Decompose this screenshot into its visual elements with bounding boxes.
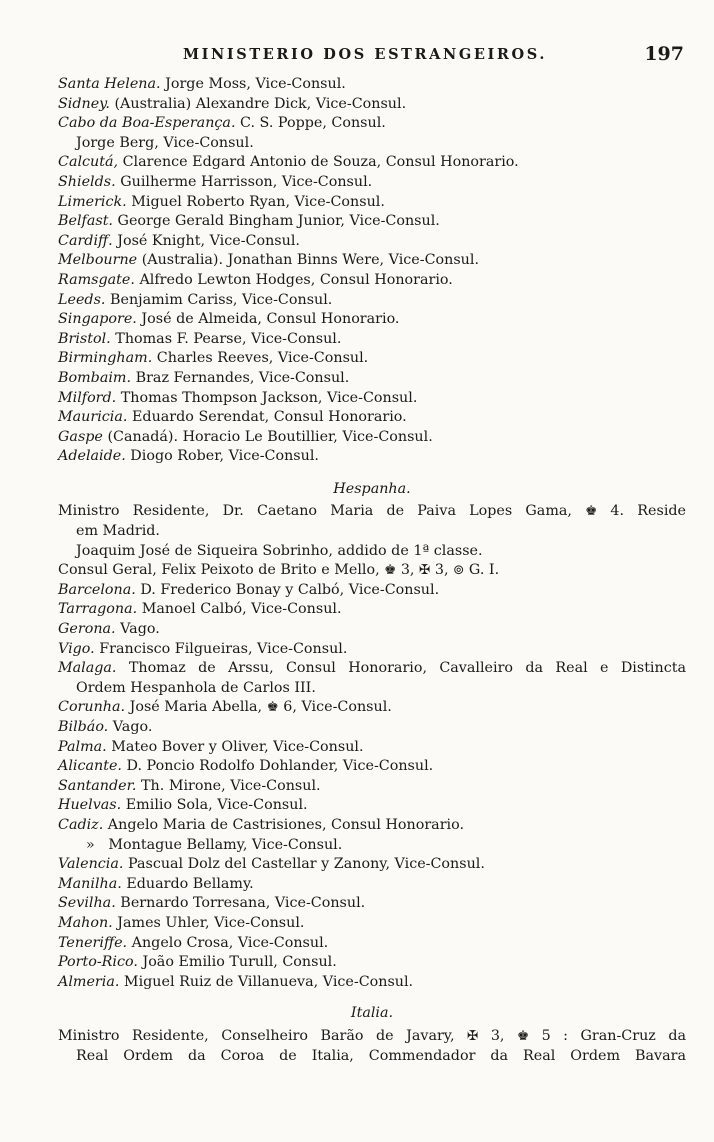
place-name: Cabo da Boa-Esperança. <box>58 115 236 132</box>
list-item <box>58 953 686 973</box>
entry-text: D. Poncio Rodolfo Dohlander, Vice-Consul. <box>121 758 434 775</box>
list-item <box>58 777 686 797</box>
minister-entry-continuation: em Madrid. <box>76 523 160 540</box>
place-name: Adelaide. <box>58 448 126 465</box>
place-name: Santander. <box>58 777 137 794</box>
list-item <box>58 330 686 350</box>
minister-entry <box>58 1027 686 1047</box>
place-name: Ramsgate. <box>58 271 135 288</box>
entry-text: Benjamim Cariss, Vice-Consul. <box>105 291 333 308</box>
list-item <box>58 659 686 679</box>
place-name: Singapore. <box>58 311 137 328</box>
entry-text: 6, Vice-Consul. <box>278 699 392 716</box>
section-heading-hespanha: Hespanha. <box>333 480 411 497</box>
list-item <box>58 894 686 914</box>
place-name: Barcelona. <box>58 581 136 598</box>
entry-text: 3, <box>430 562 454 579</box>
list-item <box>58 581 686 601</box>
place-name: Palma. <box>58 738 107 755</box>
list-item <box>58 193 686 213</box>
entry-text: Jorge Moss, Vice-Consul. <box>160 76 346 92</box>
place-name: Bombaim. <box>58 369 132 386</box>
section-heading-italia: Italia. <box>350 1005 394 1022</box>
list-item <box>58 934 686 954</box>
place-name: Melbourne <box>58 252 138 269</box>
list-item <box>58 973 686 993</box>
place-name: Shields. <box>58 173 116 190</box>
place-name: Mahon. <box>58 914 113 931</box>
place-name: Calcutá, <box>58 154 119 171</box>
entry-text: G. I. <box>464 562 500 579</box>
list-item <box>58 369 686 389</box>
place-name: Birmingham. <box>58 350 153 367</box>
list-item <box>58 212 686 232</box>
entry-text: George Gerald Bingham Junior, Vice-Consul. <box>112 213 440 230</box>
entry-text: Mateo Bover y Oliver, Vice-Consul. <box>106 738 364 755</box>
list-item <box>58 875 686 895</box>
place-name: Almeria. <box>58 973 120 990</box>
italia-section <box>58 1027 686 1066</box>
consul-general-entry <box>58 561 686 581</box>
list-item <box>58 855 686 875</box>
list-item <box>58 757 686 777</box>
entry-text: Thomas Thompson Jackson, Vice-Consul. <box>116 389 418 406</box>
entry-text: Ministro Residente, Conselheiro Barão de Javary, <box>58 1027 468 1044</box>
list-item <box>58 428 686 448</box>
entry-text: 4. Reside <box>597 503 687 520</box>
list-item <box>58 291 686 311</box>
entry-text: Guilherme Harrisson, Vice-Consul. <box>115 173 373 190</box>
entry-text: Clarence Edgard Antonio de Souza, Consul Honorario. <box>118 154 519 171</box>
order-insignia-icon: ♚ <box>384 562 397 579</box>
attache-entry: Joaquim José de Siqueira Sobrinho, addido de 1ª classe. <box>76 542 483 559</box>
place-name: Vigo. <box>58 640 95 657</box>
place-name: Manilha. <box>58 875 122 892</box>
list-item <box>58 114 686 134</box>
list-item <box>58 796 686 816</box>
hespanha-section <box>58 502 686 992</box>
entry-text: José Knight, Vice-Consul. <box>112 232 300 249</box>
list-item <box>58 134 686 154</box>
entry-text: João Emilio Turull, Consul. <box>137 954 337 971</box>
place-name: Limerick. <box>58 193 127 210</box>
entry-text: Vago. <box>115 621 160 638</box>
list-item <box>58 232 686 252</box>
place-name: Santa Helena. <box>58 76 161 92</box>
place-name: Gaspe <box>58 428 103 445</box>
page-number: 197 <box>644 43 684 65</box>
entry-text: José Maria Abella, <box>125 699 267 716</box>
entry-text: 5 : Gran-Cruz da <box>529 1027 686 1044</box>
place-name: Sevilha. <box>58 895 116 912</box>
medal-insignia-icon: ⊚ <box>453 562 465 579</box>
entry-text: 3, <box>478 1027 517 1044</box>
entry-text: Francisco Filgueiras, Vice-Consul. <box>94 640 348 657</box>
entry-text: Eduardo Serendat, Consul Honorario. <box>127 409 407 426</box>
entry-text: Miguel Ruiz de Villanueva, Vice-Consul. <box>119 973 414 990</box>
page-body <box>58 75 686 1066</box>
place-name: Cadiz. <box>58 816 104 833</box>
place-name: Bristol. <box>58 330 111 347</box>
list-item <box>58 640 686 660</box>
minister-entry-continuation: Real Ordem da Coroa de Italia, Commendador da Real Ordem Bavara <box>76 1047 686 1064</box>
list-item <box>58 389 686 409</box>
entry-text: Vago. <box>108 719 153 735</box>
place-name: Belfast. <box>58 213 113 230</box>
list-item <box>58 173 686 193</box>
entry-text: Alfredo Lewton Hodges, Consul Honorario. <box>134 271 453 288</box>
list-item <box>58 271 686 291</box>
entry-text: Charles Reeves, Vice-Consul. <box>152 350 369 367</box>
list-item <box>58 75 686 95</box>
entry-text: José de Almeida, Consul Honorario. <box>136 311 400 328</box>
entry-text: Eduardo Bellamy. <box>121 875 254 892</box>
list-item <box>58 836 686 856</box>
entry-text: Diogo Rober, Vice-Consul. <box>125 448 319 465</box>
list-item <box>58 718 686 738</box>
entry-text: (Australia). Jonathan Binns Were, Vice-Consul. <box>137 252 479 269</box>
list-item <box>58 698 686 718</box>
entry-text: Manoel Calbó, Vice-Consul. <box>137 601 342 618</box>
entry-text: C. S. Poppe, Consul. <box>235 115 386 132</box>
place-name: Malaga. <box>58 660 117 677</box>
entry-text: Th. Mirone, Vice-Consul. <box>136 777 321 794</box>
place-name: Teneriffe. <box>58 934 128 951</box>
entry-text: Angelo Crosa, Vice-Consul. <box>127 934 329 951</box>
ditto-mark: » <box>86 836 95 853</box>
order-insignia-icon: ♚ <box>266 699 279 716</box>
place-name: Bilbáo. <box>58 719 109 735</box>
entry-text: Montague Bellamy, Vice-Consul. <box>94 836 343 853</box>
list-item <box>58 620 686 640</box>
list-item-continuation: Ordem Hespanhola de Carlos III. <box>76 679 316 696</box>
place-name: Alicante. <box>58 758 122 775</box>
place-name: Valencia. <box>58 856 124 873</box>
cross-insignia-icon: ✠ <box>419 562 431 579</box>
british-consulates-list <box>58 75 686 467</box>
page-header <box>0 43 714 70</box>
list-item <box>58 408 686 428</box>
entry-text: 3, <box>396 562 420 579</box>
list-item <box>58 349 686 369</box>
place-name: Mauricia. <box>58 409 128 426</box>
order-insignia-icon: ♚ <box>516 1027 530 1044</box>
place-name: Leeds. <box>58 291 106 308</box>
entry-text: (Canadá). Horacio Le Boutillier, Vice-Consul. <box>102 428 433 445</box>
list-item <box>58 600 686 620</box>
place-name: Milford. <box>58 389 117 406</box>
list-item <box>58 914 686 934</box>
place-name: Huelvas. <box>58 797 122 814</box>
running-head: MINISTERIO DOS ESTRANGEIROS. <box>183 46 547 63</box>
entry-text: Angelo Maria de Castrisiones, Consul Honorario. <box>103 816 465 833</box>
cross-insignia-icon: ✠ <box>467 1027 479 1044</box>
entry-text: Emilio Sola, Vice-Consul. <box>121 797 308 814</box>
order-insignia-icon: ♚ <box>585 503 598 520</box>
place-name: Sidney. <box>58 95 110 112</box>
entry-text: Ministro Residente, Dr. Caetano Maria de Paiva Lopes Gama, <box>58 503 586 520</box>
place-name: Porto-Rico. <box>58 954 138 971</box>
minister-entry <box>58 502 686 522</box>
place-name: Corunha. <box>58 699 126 716</box>
list-item <box>58 95 686 115</box>
entry-text: Miguel Roberto Ryan, Vice-Consul. <box>126 193 385 210</box>
place-name: Cardiff. <box>58 232 113 249</box>
list-item <box>58 310 686 330</box>
entry-text: D. Frederico Bonay y Calbó, Vice-Consul. <box>135 581 440 598</box>
list-item <box>58 251 686 271</box>
entry-text: (Australia) Alexandre Dick, Vice-Consul. <box>109 95 407 112</box>
list-item <box>58 816 686 836</box>
list-item <box>58 738 686 758</box>
entry-text: Thomas F. Pearse, Vice-Consul. <box>110 330 342 347</box>
entry-text: Jorge Berg, Vice-Consul. <box>76 134 254 151</box>
entry-text: Braz Fernandes, Vice-Consul. <box>131 369 350 386</box>
place-name: Gerona. <box>58 621 116 638</box>
entry-text: Thomaz de Arssu, Consul Honorario, Cavalleiro da Real e Distincta <box>116 660 686 677</box>
entry-text: James Uhler, Vice-Consul. <box>112 914 305 931</box>
place-name: Tarragona. <box>58 601 138 618</box>
list-item <box>58 447 686 467</box>
list-item <box>58 153 686 173</box>
entry-text: Pascual Dolz del Castellar y Zanony, Vice-Consul. <box>123 856 485 873</box>
entry-text: Bernardo Torresana, Vice-Consul. <box>115 895 366 912</box>
entry-text: Consul Geral, Felix Peixoto de Brito e Mello, <box>58 562 385 579</box>
